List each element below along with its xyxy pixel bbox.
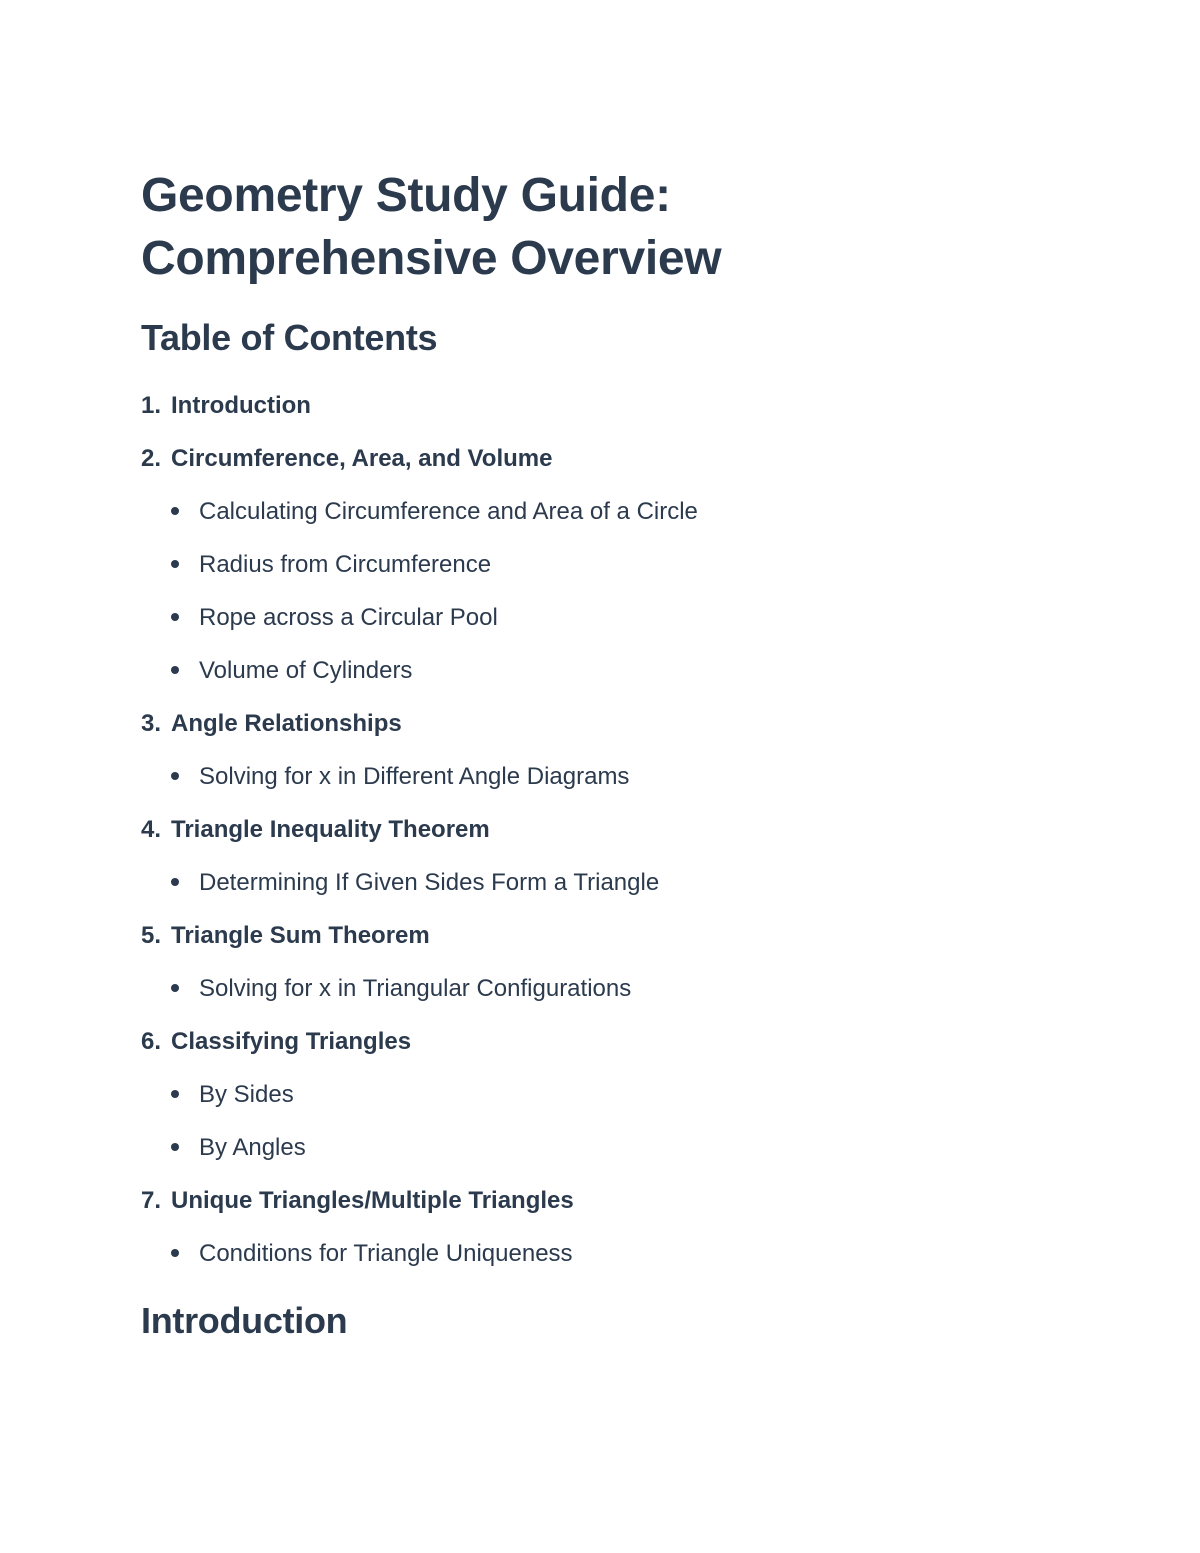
toc-item-label: Circumference, Area, and Volume [171, 445, 553, 472]
toc-subitem-label: By Sides [199, 1081, 294, 1108]
toc-item-number: 1. [141, 392, 162, 419]
bullet-icon [171, 1143, 179, 1151]
bullet-icon [171, 984, 179, 992]
toc-subitem-label: By Angles [199, 1134, 306, 1161]
bullet-icon [171, 666, 179, 674]
toc-subitem[interactable] [141, 750, 698, 803]
toc-item[interactable] [141, 432, 698, 485]
toc-subitem[interactable] [141, 538, 698, 591]
toc-heading: Table of Contents [141, 317, 438, 358]
table-of-contents [141, 379, 698, 1280]
toc-item-number: 4. [141, 816, 162, 843]
bullet-icon [171, 613, 179, 621]
toc-item-label: Unique Triangles/Multiple Triangles [171, 1187, 574, 1214]
toc-subitem-label: Conditions for Triangle Uniqueness [199, 1240, 573, 1267]
toc-subitem-label: Rope across a Circular Pool [199, 604, 498, 631]
toc-item-number: 6. [141, 1028, 162, 1055]
bullet-icon [171, 878, 179, 886]
toc-item-label: Classifying Triangles [171, 1028, 412, 1055]
document-title-line-1: Geometry Study Guide: [141, 169, 671, 222]
toc-item-label: Introduction [171, 392, 311, 419]
toc-item[interactable] [141, 1015, 698, 1068]
toc-item-number: 2. [141, 445, 162, 472]
toc-item-number: 7. [141, 1187, 162, 1214]
toc-item[interactable] [141, 803, 698, 856]
toc-subitem[interactable] [141, 485, 698, 538]
toc-subitem[interactable] [141, 856, 698, 909]
toc-subitem-label: Solving for x in Different Angle Diagrams [199, 763, 630, 790]
toc-subitem-label: Solving for x in Triangular Configurations [199, 975, 632, 1002]
toc-item-number: 3. [141, 710, 162, 737]
toc-subitem-label: Volume of Cylinders [199, 657, 413, 684]
bullet-icon [171, 1090, 179, 1098]
document-title [141, 164, 721, 290]
document-title-line-2: Comprehensive Overview [141, 232, 722, 285]
toc-subitem-label: Determining If Given Sides Form a Triangle [199, 869, 660, 896]
toc-subitem-label: Radius from Circumference [199, 551, 492, 578]
toc-item[interactable] [141, 697, 698, 750]
toc-item[interactable] [141, 1174, 698, 1227]
bullet-icon [171, 1249, 179, 1257]
toc-item-label: Triangle Sum Theorem [171, 922, 430, 949]
bullet-icon [171, 507, 179, 515]
toc-subitem[interactable] [141, 644, 698, 697]
toc-item-label: Angle Relationships [171, 710, 402, 737]
toc-item-label: Triangle Inequality Theorem [171, 816, 490, 843]
toc-subitem[interactable] [141, 962, 698, 1015]
toc-item[interactable] [141, 379, 698, 432]
toc-subitem-label: Calculating Circumference and Area of a Circle [199, 498, 698, 525]
bullet-icon [171, 560, 179, 568]
toc-item[interactable] [141, 909, 698, 962]
toc-subitem[interactable] [141, 1068, 698, 1121]
bullet-icon [171, 772, 179, 780]
section-heading-introduction: Introduction [141, 1300, 348, 1341]
toc-subitem[interactable] [141, 1227, 698, 1280]
toc-item-number: 5. [141, 922, 162, 949]
toc-subitem[interactable] [141, 591, 698, 644]
toc-subitem[interactable] [141, 1121, 698, 1174]
